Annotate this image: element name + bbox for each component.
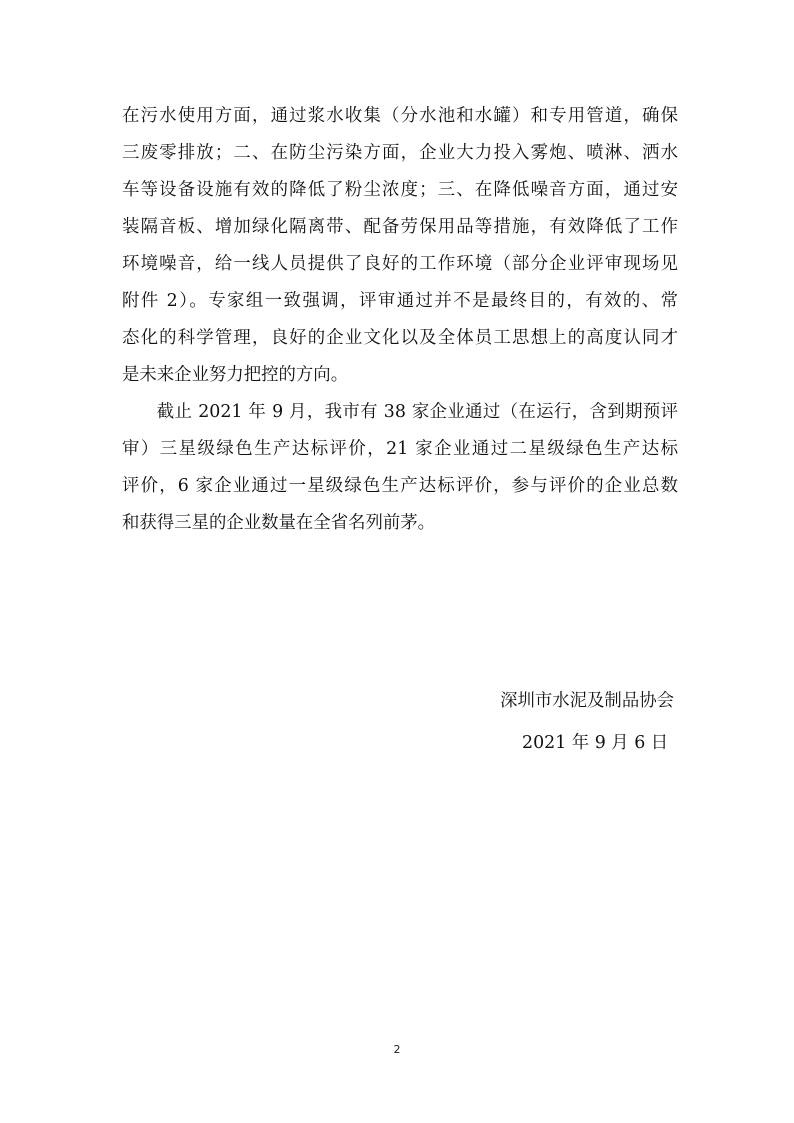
paragraph-2 bbox=[122, 394, 678, 542]
paragraph-line: 环境噪音，给一线人员提供了良好的工作环境（部分企业评审现场见 bbox=[122, 254, 678, 274]
paragraph-line: 审）三星级绿色生产达标评价，21 家企业通过二星级绿色生产达标 bbox=[122, 439, 678, 459]
paragraph-line: 态化的科学管理，良好的企业文化以及全体员工思想上的高度认同才 bbox=[122, 328, 678, 348]
paragraph-line: 评价，6 家企业通过一星级绿色生产达标评价，参与评价的企业总数 bbox=[122, 476, 678, 496]
page-number: 2 bbox=[393, 1043, 401, 1056]
paragraph-line: 三废零排放；二、在防尘污染方面，企业大力投入雾炮、喷淋、洒水 bbox=[122, 143, 678, 163]
signature-date: 2021 年 9 月 6 日 bbox=[522, 733, 669, 753]
paragraph-line: 附件 2）。专家组一致强调，评审通过并不是最终目的，有效的、常 bbox=[122, 291, 678, 311]
paragraph-1 bbox=[122, 98, 678, 394]
paragraph-line: 是未来企业努力把控的方向。 bbox=[122, 365, 349, 385]
signature-organization: 深圳市水泥及制品协会 bbox=[500, 691, 674, 711]
paragraph-line: 在污水使用方面，通过浆水收集（分水池和水罐）和专用管道，确保 bbox=[122, 106, 678, 126]
paragraph-line: 截止 2021 年 9 月，我市有 38 家企业通过（在运行，含到期预评 bbox=[156, 402, 678, 422]
paragraph-line: 和获得三星的企业数量在全省名列前茅。 bbox=[122, 513, 436, 533]
paragraph-line: 装隔音板、增加绿化隔离带、配备劳保用品等措施，有效降低了工作 bbox=[122, 217, 678, 237]
body-text bbox=[122, 98, 678, 542]
paragraph-line: 车等设备设施有效的降低了粉尘浓度；三、在降低噪音方面，通过安 bbox=[122, 180, 678, 200]
